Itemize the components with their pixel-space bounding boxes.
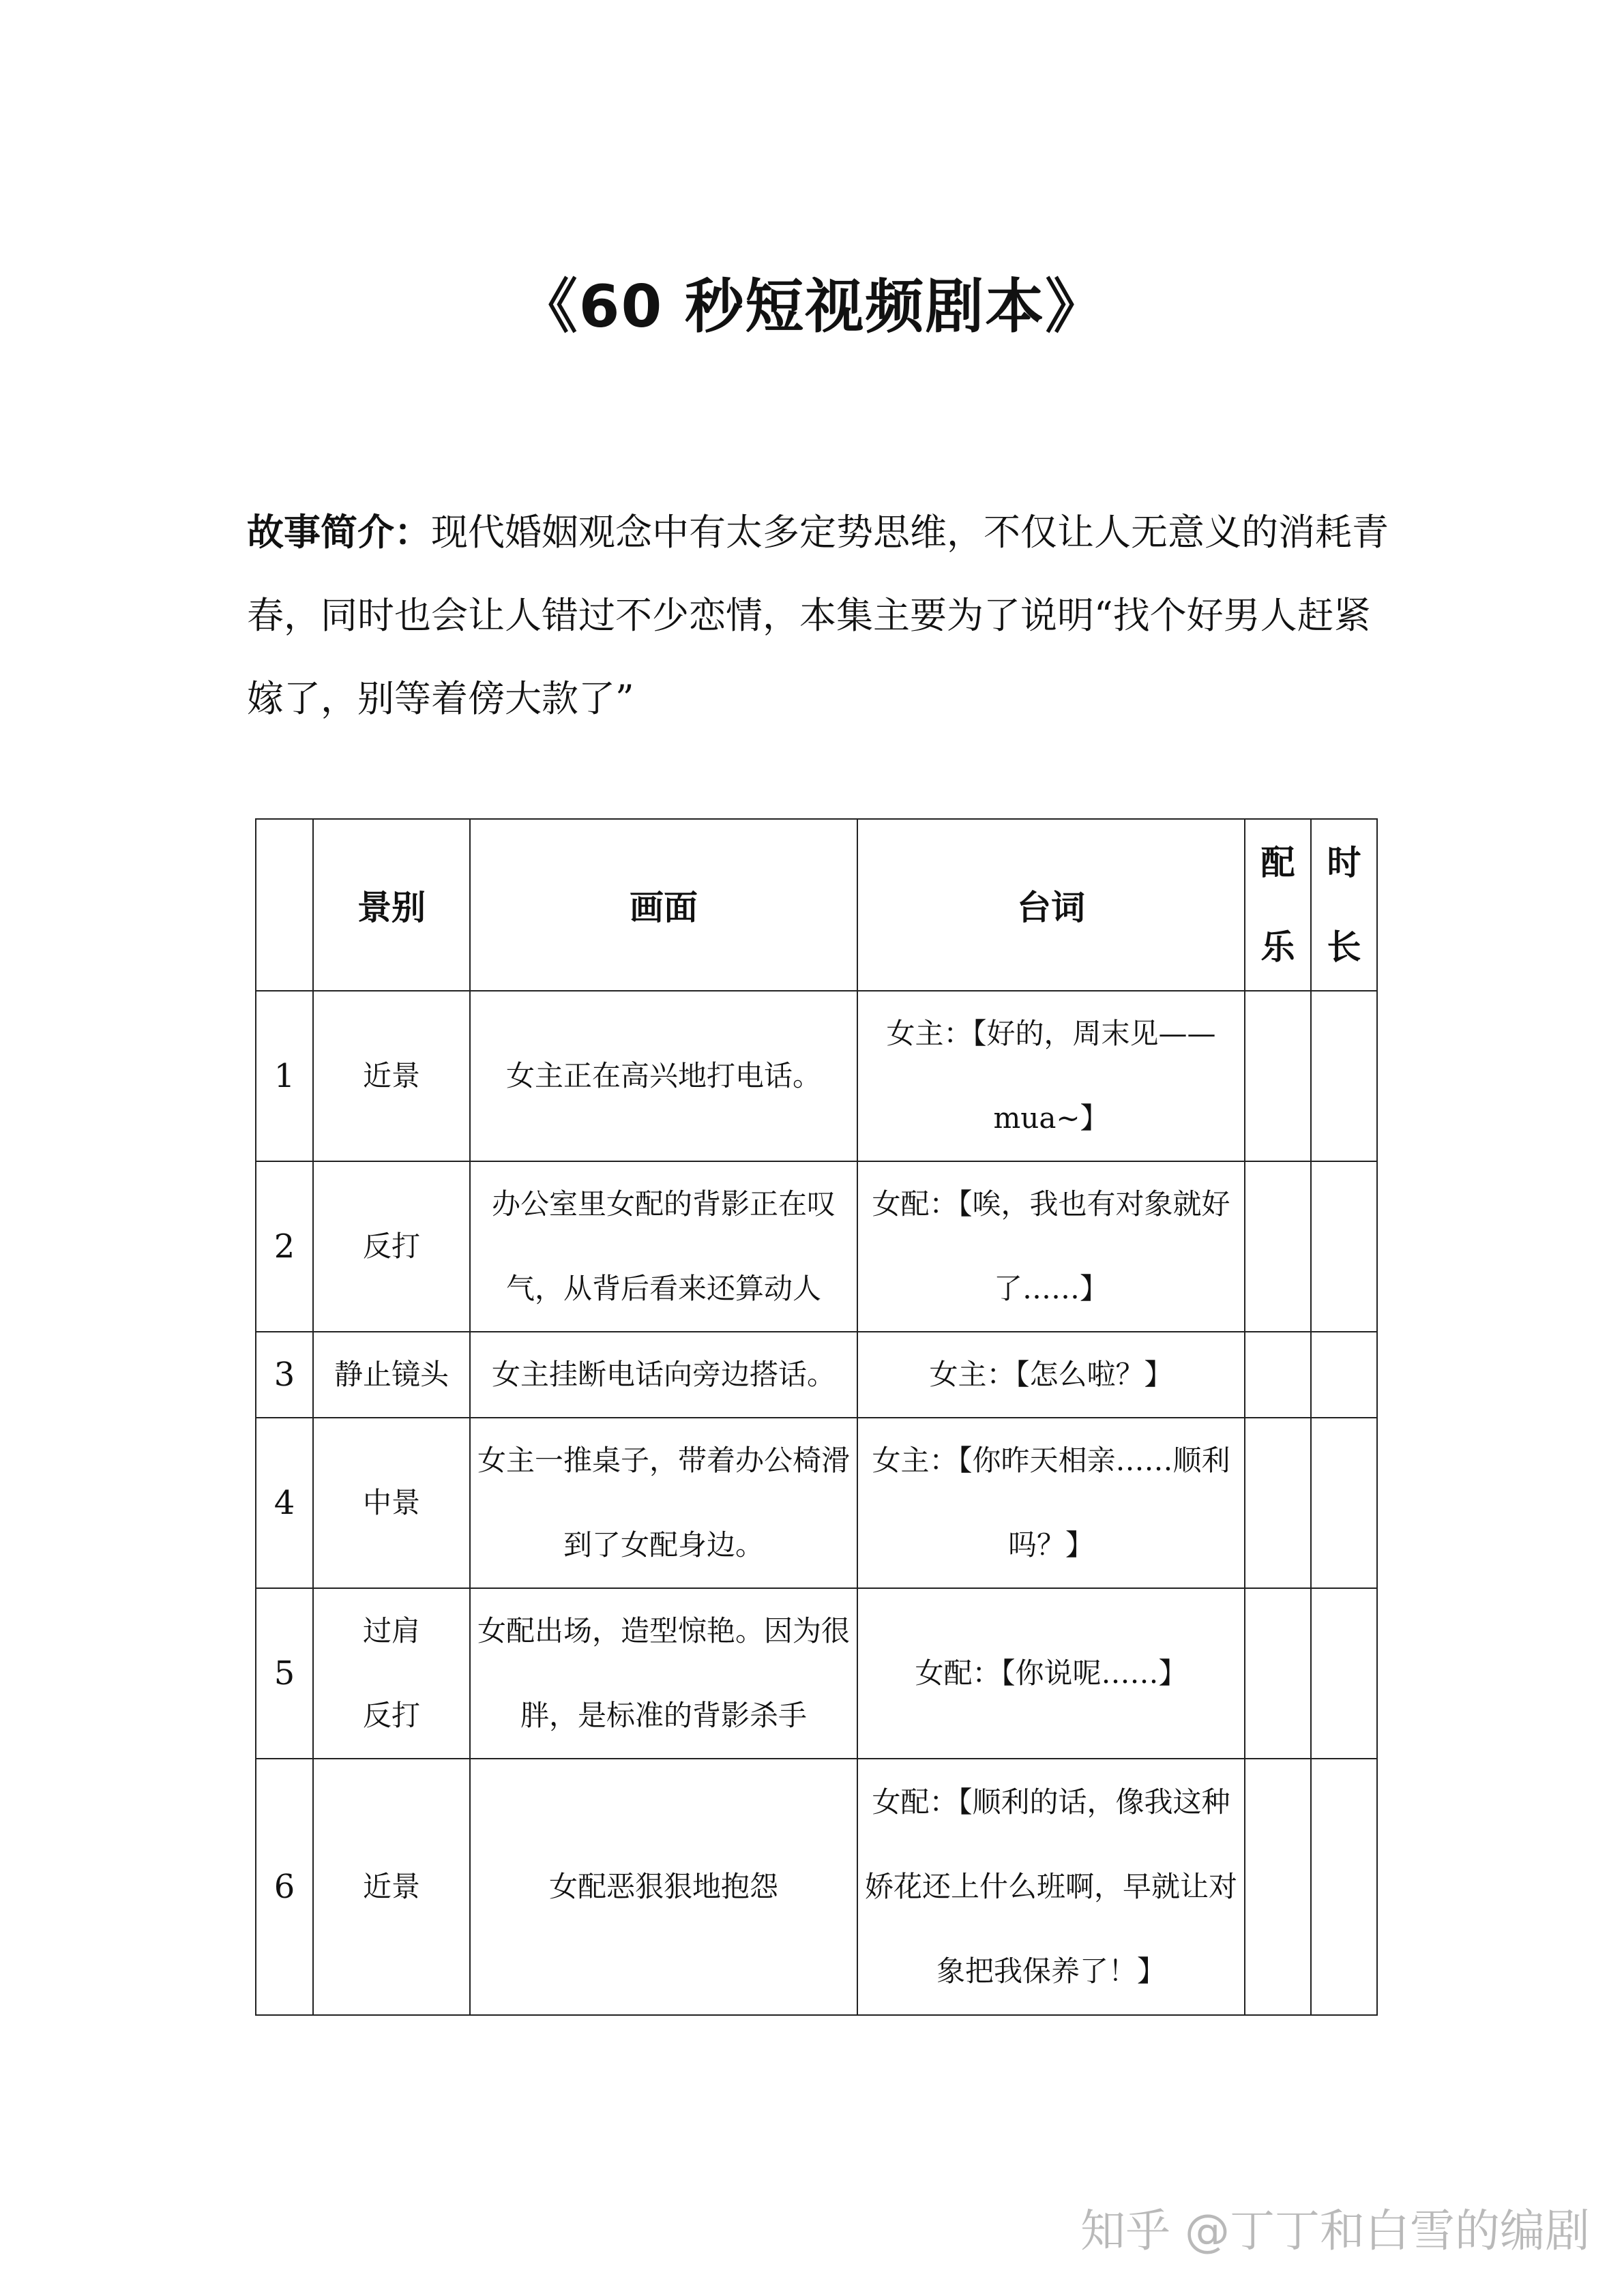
- header-music-char-2: 乐: [1260, 927, 1295, 967]
- header-num: [256, 819, 313, 991]
- script-rows: [256, 991, 1377, 2015]
- row-number: 1: [256, 991, 313, 1161]
- row-scene: 女配出场，造型惊艳。因为很胖，是标准的背影杀手: [470, 1588, 857, 1759]
- row-dialogue: 女配：【唉，我也有对象就好了……】: [857, 1161, 1245, 1332]
- row-duration: [1311, 1332, 1377, 1418]
- synopsis-label: 故事简介：: [247, 511, 431, 554]
- table-row: [256, 1332, 1377, 1418]
- header-shot: 景别: [313, 819, 470, 991]
- script-table: [255, 818, 1378, 2016]
- row-shot-type: [313, 1588, 470, 1759]
- shot-type-line: 反打: [362, 1229, 420, 1263]
- table-row: [256, 1161, 1377, 1332]
- row-scene: 女主正在高兴地打电话。: [470, 991, 857, 1161]
- shot-type-line: 过肩: [362, 1614, 420, 1648]
- row-duration: [1311, 1588, 1377, 1759]
- header-dialogue: 台词: [857, 819, 1245, 991]
- row-scene: 女主挂断电话向旁边搭话。: [470, 1332, 857, 1418]
- row-scene: 办公室里女配的背影正在叹气，从背后看来还算动人: [470, 1161, 857, 1332]
- watermark: 知乎 @丁丁和白雪的编剧: [1080, 2205, 1590, 2257]
- shot-type-line: 中景: [362, 1486, 420, 1519]
- row-music: [1245, 1759, 1311, 2015]
- shot-type-line: 静止镜头: [334, 1358, 449, 1391]
- table-row: [256, 991, 1377, 1161]
- header-duration-char-1: 时: [1327, 843, 1361, 882]
- header-duration-char-2: 长: [1327, 927, 1361, 967]
- synopsis-text: 现代婚姻观念中有太多定势思维，不仅让人无意义的消耗青春，同时也会让人错过不少恋情，本集主要为了说明“找个好男人赶紧嫁了，别等着傍大款了”: [247, 511, 1389, 720]
- row-music: [1245, 991, 1311, 1161]
- row-music: [1245, 1588, 1311, 1759]
- row-shot-type: [313, 1161, 470, 1332]
- row-duration: [1311, 991, 1377, 1161]
- header-duration: [1311, 819, 1377, 991]
- header-scene: 画面: [470, 819, 857, 991]
- row-shot-type: [313, 1418, 470, 1588]
- document-title: 《60 秒短视频剧本》: [518, 273, 1106, 341]
- row-number: 6: [256, 1759, 313, 2015]
- row-music: [1245, 1418, 1311, 1588]
- row-dialogue: 女配：【你说呢……】: [857, 1588, 1245, 1759]
- row-dialogue: 女配：【顺利的话，像我这种娇花还上什么班啊，早就让对象把我保养了！】: [857, 1759, 1245, 2015]
- row-music: [1245, 1332, 1311, 1418]
- header-music: [1245, 819, 1311, 991]
- row-duration: [1311, 1759, 1377, 2015]
- shot-type-line: 反打: [362, 1699, 420, 1732]
- table-row: [256, 1418, 1377, 1588]
- shot-type-line: 近景: [362, 1870, 420, 1903]
- row-number: 5: [256, 1588, 313, 1759]
- row-dialogue: 女主：【怎么啦？】: [857, 1332, 1245, 1418]
- table-header-row: [256, 819, 1377, 991]
- row-dialogue: 女主：【好的，周末见——mua~】: [857, 991, 1245, 1161]
- row-shot-type: [313, 1759, 470, 2015]
- row-scene: 女配恶狠狠地抱怨: [470, 1759, 857, 2015]
- synopsis-paragraph: [247, 491, 1393, 741]
- table-row: [256, 1588, 1377, 1759]
- row-shot-type: [313, 991, 470, 1161]
- shot-type-line: 近景: [362, 1059, 420, 1092]
- row-duration: [1311, 1161, 1377, 1332]
- row-dialogue: 女主：【你昨天相亲……顺利吗？】: [857, 1418, 1245, 1588]
- row-scene: 女主一推桌子，带着办公椅滑到了女配身边。: [470, 1418, 857, 1588]
- header-music-char-1: 配: [1260, 843, 1295, 882]
- row-number: 2: [256, 1161, 313, 1332]
- table-row: [256, 1759, 1377, 2015]
- row-number: 4: [256, 1418, 313, 1588]
- row-number: 3: [256, 1332, 313, 1418]
- row-shot-type: [313, 1332, 470, 1418]
- row-duration: [1311, 1418, 1377, 1588]
- row-music: [1245, 1161, 1311, 1332]
